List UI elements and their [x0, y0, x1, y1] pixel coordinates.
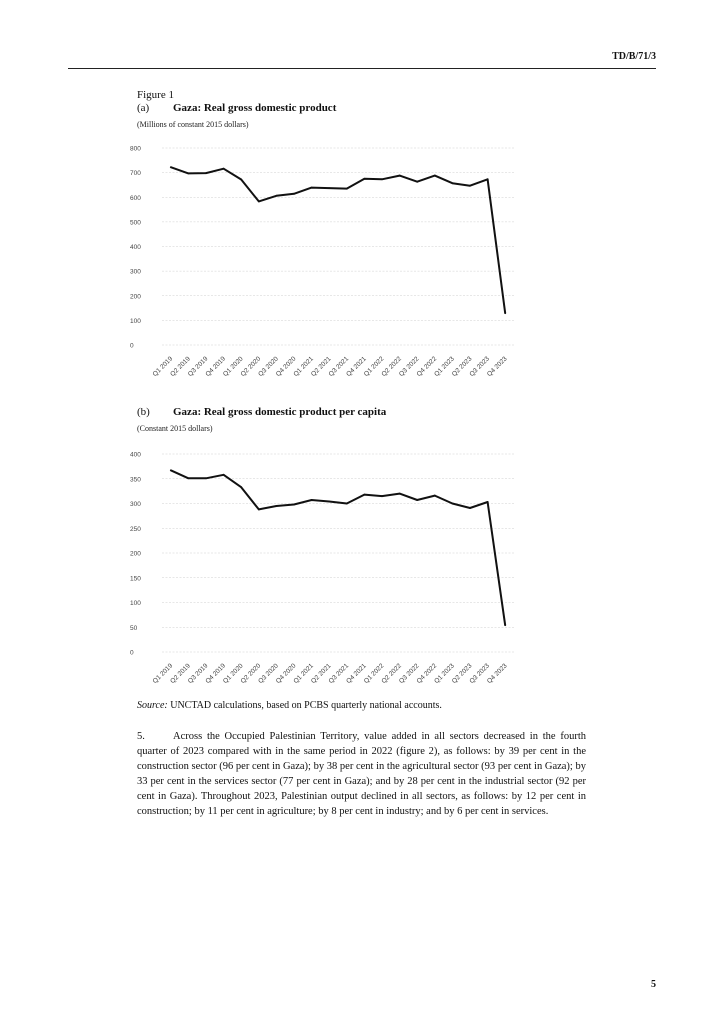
x-tick-label: Q4 2022 [415, 662, 439, 686]
data-point [188, 477, 190, 479]
x-tick-label: Q3 2020 [257, 662, 280, 686]
source-text: UNCTAD calculations, based on PCBS quarterly national accounts. [167, 700, 442, 711]
data-point [223, 168, 225, 170]
x-tick-label: Q4 2019 [204, 662, 228, 686]
y-tick-label: 100 [130, 600, 141, 607]
data-point [328, 187, 330, 189]
x-tick-label: Q1 2023 [433, 355, 456, 379]
x-tick-label: Q1 2021 [292, 662, 316, 686]
x-tick-label: Q2 2021 [310, 662, 333, 686]
data-point [258, 201, 260, 203]
x-tick-label: Q4 2021 [345, 662, 368, 686]
y-tick-label: 400 [130, 244, 141, 251]
x-tick-label: Q2 2019 [169, 355, 192, 379]
data-point [276, 195, 278, 197]
y-tick-label: 400 [130, 451, 141, 459]
data-point [223, 474, 225, 476]
y-tick-label: 350 [130, 476, 141, 484]
y-tick-label: 300 [130, 268, 141, 276]
x-tick-label: Q4 2023 [486, 662, 509, 686]
data-point [205, 172, 207, 174]
y-tick-label: 0 [130, 649, 134, 657]
data-point [328, 501, 330, 503]
data-point [205, 477, 207, 479]
x-tick-label: Q4 2023 [486, 355, 509, 379]
data-point [311, 187, 313, 189]
data-point [381, 495, 383, 497]
figure-label: Figure 1 [137, 89, 174, 101]
x-tick-label: Q4 2019 [204, 355, 228, 379]
x-tick-label: Q2 2022 [380, 662, 404, 686]
x-tick-label: Q3 2021 [327, 662, 351, 686]
data-point [416, 499, 418, 501]
x-tick-label: Q1 2019 [151, 355, 175, 379]
paragraph-text: Across the Occupied Palestinian Territory, value added in all sectors decreased in the fourth quarter of 2023 compared with in the same period in 2022 (figure 2), as follows: by 39 per cent in the construction sector (96 per cent in Gaza); by 38 per cent in the agricultural sector (93 per cent in Gaza); by 33 per cent in the services sector (77 per cent in Gaza); and by 28 per cent in the industrial sector (92 per cent in Gaza). Throughout 2023, Palestinian output declined in all sectors, as follows: by 12 per cent in construction; by 11 per cent in agriculture; by 8 per cent in industry; and by 6 per cent in services. [137, 731, 586, 817]
y-tick-label: 500 [130, 219, 141, 227]
data-point [346, 188, 348, 190]
data-point [276, 505, 278, 507]
x-tick-label: Q1 2023 [433, 662, 456, 686]
x-tick-label: Q1 2022 [362, 662, 386, 686]
data-point [504, 312, 506, 314]
x-tick-label: Q1 2020 [222, 355, 245, 379]
data-point [381, 178, 383, 180]
y-tick-label: 300 [130, 501, 141, 508]
x-tick-label: Q3 2023 [468, 355, 492, 379]
data-point [416, 181, 418, 183]
data-point [240, 486, 242, 488]
data-point [170, 469, 172, 471]
gdp-per-capita-line-chart [130, 444, 530, 694]
page-number: 5 [651, 979, 656, 990]
y-tick-label: 150 [130, 575, 141, 583]
series-line [171, 167, 505, 313]
panel-b-letter: (b) [137, 406, 150, 418]
data-point [399, 493, 401, 495]
x-tick-label: Q2 2022 [380, 355, 404, 379]
y-tick-label: 600 [130, 194, 141, 202]
source-note [137, 700, 442, 711]
panel-a-title: Gaza: Real gross domestic product [173, 102, 337, 114]
y-tick-label: 700 [130, 170, 141, 178]
x-tick-label: Q2 2019 [169, 662, 192, 686]
data-point [346, 503, 348, 505]
x-tick-label: Q1 2022 [362, 355, 386, 379]
data-point [240, 179, 242, 181]
x-tick-label: Q2 2023 [450, 662, 474, 686]
document-symbol: TD/B/71/3 [612, 51, 656, 62]
data-point [293, 193, 295, 195]
series-line [171, 470, 505, 625]
data-point [504, 624, 506, 626]
y-tick-label: 250 [130, 525, 141, 533]
panel-b-heading [137, 406, 386, 418]
y-tick-label: 200 [130, 550, 141, 558]
x-tick-label: Q4 2022 [415, 355, 439, 379]
y-tick-label: 200 [130, 293, 141, 301]
data-point [170, 166, 172, 168]
x-tick-label: Q1 2019 [151, 662, 175, 686]
data-point [258, 509, 260, 511]
x-tick-label: Q4 2020 [274, 662, 298, 686]
x-tick-label: Q1 2021 [292, 355, 316, 379]
y-tick-label: 800 [130, 145, 141, 153]
data-point [469, 185, 471, 187]
data-point [487, 501, 489, 503]
x-tick-label: Q3 2023 [468, 662, 492, 686]
header-rule [68, 68, 656, 69]
x-tick-label: Q3 2021 [327, 355, 351, 379]
y-tick-label: 50 [130, 624, 138, 632]
panel-a-heading [137, 102, 336, 114]
panel-a-letter: (a) [137, 102, 150, 114]
data-point [188, 172, 190, 174]
data-point [487, 178, 489, 180]
data-point [399, 175, 401, 177]
x-tick-label: Q4 2021 [345, 355, 368, 379]
x-tick-label: Q2 2020 [239, 662, 263, 686]
x-tick-label: Q3 2020 [257, 355, 280, 379]
data-point [434, 495, 436, 497]
x-tick-label: Q3 2022 [398, 355, 421, 379]
x-tick-label: Q4 2020 [274, 355, 298, 379]
gdp-line-chart [130, 138, 530, 400]
data-point [452, 503, 454, 505]
x-tick-label: Q1 2020 [222, 662, 245, 686]
panel-a-units: (Millions of constant 2015 dollars) [137, 120, 249, 129]
data-point [434, 175, 436, 177]
x-tick-label: Q2 2020 [239, 355, 263, 379]
data-point [364, 178, 366, 180]
x-tick-label: Q2 2021 [310, 355, 333, 379]
data-point [364, 494, 366, 496]
data-point [311, 499, 313, 501]
data-point [469, 507, 471, 509]
x-tick-label: Q3 2019 [186, 355, 210, 379]
y-tick-label: 100 [130, 317, 141, 325]
panel-b-units: (Constant 2015 dollars) [137, 424, 213, 433]
y-tick-label: 0 [130, 342, 134, 350]
panel-b-title: Gaza: Real gross domestic product per capita [173, 406, 387, 418]
x-tick-label: Q3 2022 [398, 662, 421, 686]
x-tick-label: Q3 2019 [186, 662, 210, 686]
source-lead: Source: [137, 700, 168, 711]
x-tick-label: Q2 2023 [450, 355, 474, 379]
paragraph-5 [137, 729, 586, 819]
data-point [293, 504, 295, 506]
paragraph-number: 5. [137, 731, 145, 742]
data-point [452, 182, 454, 184]
